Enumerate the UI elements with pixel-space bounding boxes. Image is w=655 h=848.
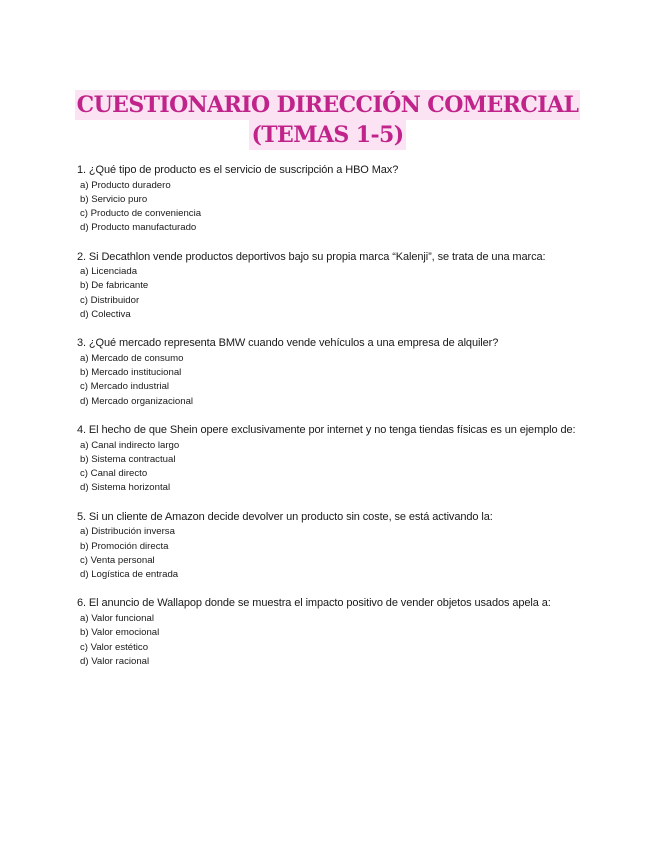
answer-option-a: a) Distribución inversa [80, 526, 175, 538]
question-text: 6. El anuncio de Wallapop donde se muestra el impacto positivo de vender objetos usados apela a: [77, 597, 551, 610]
answer-option-a: a) Valor funcional [80, 612, 154, 624]
question-1 [77, 163, 577, 236]
answer-option-b: b) Servicio puro [80, 193, 148, 205]
answer-option-a: a) Canal indirecto largo [80, 439, 180, 451]
title-line-2: (TEMAS 1-5) [251, 122, 404, 148]
answer-option-d: d) Colectiva [80, 309, 131, 321]
question-text: 5. Si un cliente de Amazon decide devolver un producto sin coste, se está activando la: [77, 510, 493, 523]
answer-option-a: a) Producto duradero [80, 179, 171, 191]
answer-option-b: b) De fabricante [80, 280, 149, 292]
answer-options [77, 439, 577, 496]
answer-option-b: b) Promoción directa [80, 540, 169, 552]
answer-option-d: d) Mercado organizacional [80, 395, 194, 407]
answer-options [77, 612, 577, 669]
answer-option-a: a) Licenciada [80, 266, 138, 278]
answer-options [77, 179, 577, 236]
question-text: 1. ¿Qué tipo de producto es el servicio de suscripción a HBO Max? [77, 164, 399, 176]
answer-option-c: c) Valor estético [80, 641, 149, 653]
answer-option-a: a) Mercado de consumo [80, 352, 184, 364]
answer-option-c: c) Venta personal [80, 554, 155, 566]
answer-option-d: d) Sistema horizontal [80, 482, 171, 494]
answer-option-c: c) Producto de conveniencia [80, 208, 202, 220]
question-text: 2. Si Decathlon vende productos deportivos bajo su propia marca “Kalenji”, se trata de una marca: [77, 250, 546, 263]
answer-options [77, 525, 577, 582]
question-text: 3. ¿Qué mercado representa BMW cuando vende vehículos a una empresa de alquiler? [77, 337, 499, 350]
title-line-1: CUESTIONARIO DIRECCIÓN COMERCIAL [76, 92, 579, 118]
question-6 [77, 596, 577, 669]
question-2 [77, 250, 577, 323]
answer-option-c: c) Distribuidor [80, 294, 140, 306]
answer-option-d: d) Valor racional [80, 655, 150, 667]
answer-option-d: d) Producto manufacturado [80, 222, 197, 234]
answer-option-c: c) Mercado industrial [80, 381, 170, 393]
question-5 [77, 510, 577, 583]
answer-option-b: b) Mercado institucional [80, 367, 182, 379]
question-3 [77, 336, 577, 409]
question-4 [77, 423, 577, 496]
answer-option-b: b) Sistema contractual [80, 453, 176, 465]
answer-option-b: b) Valor emocional [80, 627, 160, 639]
question-text: 4. El hecho de que Shein opere exclusivamente por internet y no tenga tiendas físicas es un ejemplo de: [77, 424, 576, 437]
answer-options [77, 265, 577, 322]
document-title [0, 90, 655, 150]
answer-option-c: c) Canal directo [80, 468, 148, 480]
answer-option-d: d) Logística de entrada [80, 569, 179, 581]
question-list [77, 163, 577, 683]
answer-options [77, 352, 577, 409]
